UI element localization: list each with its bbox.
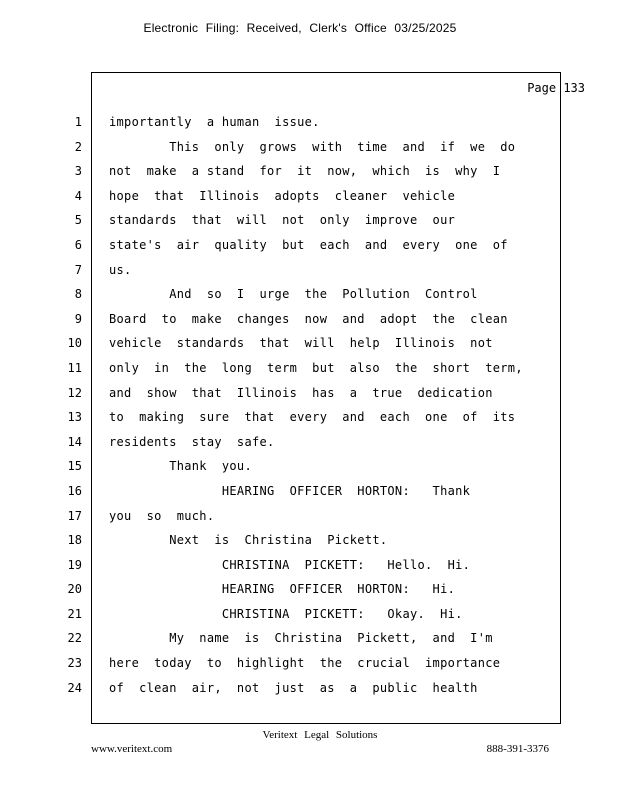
vendor-name: Veritext Legal Solutions [262, 729, 378, 741]
line-number: 11 [67, 360, 82, 375]
line-number: 9 [74, 311, 82, 326]
transcript-line: CHRISTINA PICKETT: Hello. Hi. [109, 557, 471, 572]
transcript-line: CHRISTINA PICKETT: Okay. Hi. [109, 606, 463, 621]
line-number: 14 [67, 434, 82, 449]
line-number: 5 [74, 213, 82, 228]
line-number: 22 [67, 631, 82, 646]
line-number: 3 [74, 164, 82, 179]
line-number: 6 [74, 237, 82, 252]
transcript-line: state's air quality but each and every one of [109, 237, 508, 252]
page-number: Page 133 [527, 81, 585, 95]
transcript-line: vehicle standards that will help Illinois not [109, 336, 493, 351]
line-number: 8 [74, 287, 82, 302]
filing-stamp: Electronic Filing: Received, Clerk's Office 03/25/2025 [143, 21, 457, 35]
transcript-line: Board to make changes now and adopt the clean [109, 311, 508, 326]
transcript-line: And so I urge the Pollution Control [109, 287, 478, 302]
vendor-phone: 888-391-3376 [486, 743, 549, 755]
line-number: 23 [67, 656, 82, 671]
transcript-line: importantly a human issue. [109, 115, 320, 129]
transcript-line: residents stay safe. [109, 434, 275, 449]
transcript-line: This only grows with time and if we do [109, 139, 516, 154]
line-numbers [62, 113, 82, 703]
line-number: 13 [67, 410, 82, 425]
transcript-line: Next is Christina Pickett. [109, 533, 388, 548]
transcript-line: hope that Illinois adopts cleaner vehicle [109, 188, 456, 203]
transcript-line: and show that Illinois has a true dedication [109, 385, 493, 400]
line-number: 16 [67, 483, 82, 498]
vendor-url: www.veritext.com [91, 743, 173, 755]
line-number: 18 [67, 533, 82, 548]
transcript-line: you so much. [109, 508, 215, 523]
transcript-line: only in the long term but also the short term, [109, 360, 523, 375]
transcript-line: standards that will not only improve our [109, 213, 456, 228]
transcript-line: to making sure that every and each one of its [109, 410, 516, 425]
transcript-line: HEARING OFFICER HORTON: Hi. [109, 582, 456, 597]
line-number: 10 [67, 336, 82, 351]
line-number: 1 [74, 115, 82, 129]
line-number: 2 [74, 139, 82, 154]
transcript-line: Thank you. [109, 459, 252, 474]
line-number: 12 [67, 385, 82, 400]
line-number: 24 [67, 680, 82, 695]
transcript-line: of clean air, not just as a public health [109, 680, 478, 695]
transcript-line: My name is Christina Pickett, and I'm [109, 631, 493, 646]
transcript-line: here today to highlight the crucial importance [109, 656, 501, 671]
transcript-line: us. [109, 262, 132, 277]
line-number: 20 [67, 582, 82, 597]
line-number: 7 [74, 262, 82, 277]
transcript-text [109, 113, 549, 703]
line-number: 21 [67, 606, 82, 621]
line-number: 19 [67, 557, 82, 572]
transcript-line: HEARING OFFICER HORTON: Thank [109, 483, 471, 498]
line-number: 17 [67, 508, 82, 523]
line-number: 15 [67, 459, 82, 474]
line-number: 4 [74, 188, 82, 203]
transcript-line: not make a stand for it now, which is why I [109, 164, 501, 179]
